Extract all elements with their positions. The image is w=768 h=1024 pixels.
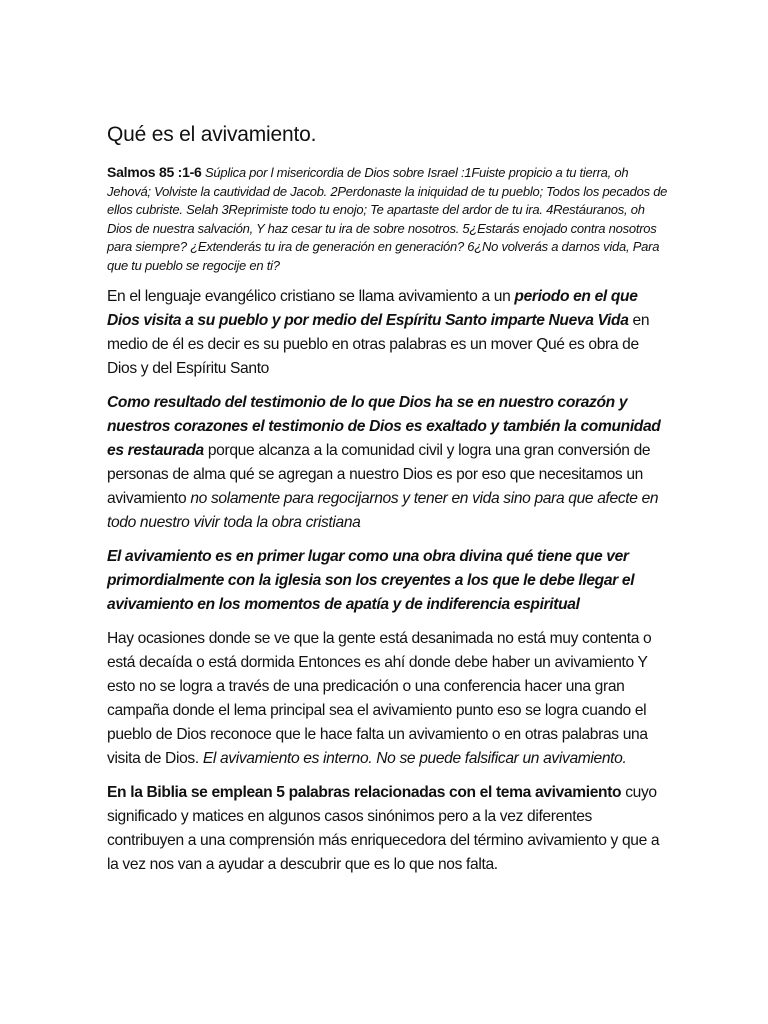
paragraph-1-intro: En el lenguaje evangélico cristiano se llama avivamiento a un bbox=[107, 287, 515, 305]
paragraph-3 bbox=[107, 545, 668, 617]
paragraph-4-italic: El avivamiento es interno. No se puede falsificar un avivamiento. bbox=[202, 749, 627, 767]
paragraph-1 bbox=[107, 285, 668, 381]
paragraph-2-emphasis: Como resultado del testimonio de lo que Dios ha se en nuestro corazón y nuestros corazones el testimonio de Dios es exaltado y también la comunidad es restaurada bbox=[107, 393, 661, 459]
paragraph-1-rest: en medio de él es decir es su pueblo en otras palabras es un mover Qué es obra de Dios y del Espíritu Santo bbox=[107, 311, 650, 377]
paragraph-3-emphasis: El avivamiento es en primer lugar como una obra divina qué tiene que ver primordialmente con la iglesia son los creyentes a los que le debe llegar el avivamiento en los momentos de apatía y de indiferencia espiritual bbox=[107, 547, 635, 613]
paragraph-5 bbox=[107, 781, 668, 877]
paragraph-1-emphasis: periodo en el que Dios visita a su pueblo y por medio del Espíritu Santo imparte Nueva Vida bbox=[107, 287, 638, 329]
psalm-reference: Salmos 85 :1-6 bbox=[107, 164, 202, 180]
paragraph-4 bbox=[107, 627, 668, 771]
paragraph-2-body: porque alcanza a la comunidad civil y logra una gran conversión de personas de alma qué se agregan a nuestro Dios es por eso que necesitamos un avivamiento bbox=[107, 441, 651, 507]
psalm-passage bbox=[107, 163, 668, 276]
paragraph-5-body: cuyo significado y matices en algunos casos sinónimos pero a la vez diferentes contribuyen a una comprensión más enriquecedora del término avivamiento y que a la vez nos van a ayudar a descubrir que es lo que nos falta. bbox=[107, 783, 660, 873]
paragraph-2-italic: no solamente para regocijarnos y tener en vida sino para que afecte en todo nuestro vivir toda la obra cristiana bbox=[107, 489, 659, 531]
page-title: Qué es el avivamiento. bbox=[107, 123, 317, 146]
paragraph-4-body: Hay ocasiones donde se ve que la gente está desanimada no está muy contenta o está decaída o está dormida Entonces es ahí donde debe haber un avivamiento Y esto no se logra a través de una predicación o una conferencia hacer una gran campaña donde el lema principal sea el avivamiento punto eso se logra cuando el pueblo de Dios reconoce que le hace falta un avivamiento o en otras palabras una visita de Dios. bbox=[107, 629, 652, 767]
paragraph-2 bbox=[107, 391, 668, 535]
psalm-text: Súplica por l misericordia de Dios sobre Israel :1Fuiste propicio a tu tierra, oh Jehová; Volviste la cautividad de Jacob. 2Perdonaste la iniquidad de tu pueblo; Todos los pecados de ellos cubriste. Selah 3Reprimiste todo tu enojo; Te apartaste del ardor de tu ira. 4Restáuranos, oh Dios de nuestra salvación, Y haz cesar tu ira de sobre nosotros. 5¿Estarás enojado contra nosotros para siempre? ¿Extenderás tu ira de generación en generación? 6¿No volverás a darnos vida, Para que tu pueblo se regocije en ti? bbox=[107, 165, 668, 273]
paragraph-5-bold: En la Biblia se emplean 5 palabras relacionadas con el tema avivamiento bbox=[107, 783, 622, 801]
